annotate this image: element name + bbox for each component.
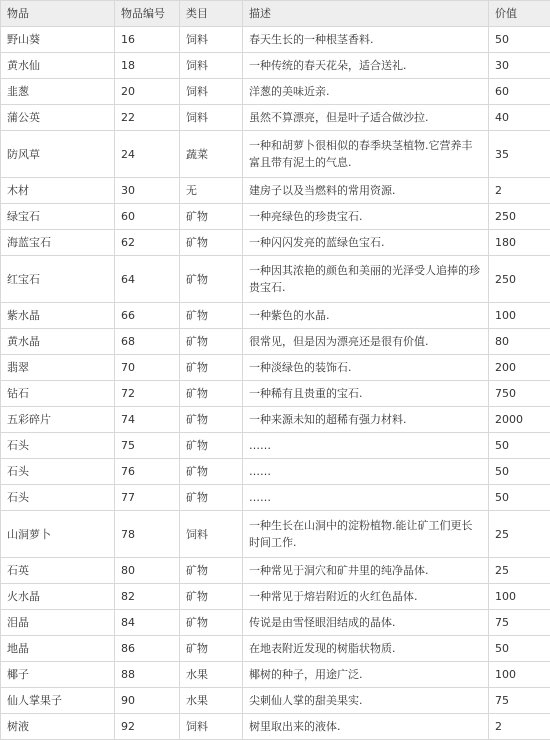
cell-category: 矿物 — [180, 610, 243, 636]
cell-name: 海蓝宝石 — [1, 230, 115, 256]
table-row — [1, 303, 550, 329]
table-row — [1, 178, 550, 204]
cell-name: 钻石 — [1, 381, 115, 407]
cell-description: 建房子以及当燃料的常用资源. — [243, 178, 489, 204]
cell-id: 78 — [115, 511, 180, 558]
cell-category: 饲料 — [180, 105, 243, 131]
table-row — [1, 204, 550, 230]
cell-category: 矿物 — [180, 433, 243, 459]
cell-price: 50 — [489, 27, 550, 53]
cell-category: 饲料 — [180, 511, 243, 558]
cell-price: 250 — [489, 256, 550, 303]
cell-name: 黄水晶 — [1, 329, 115, 355]
cell-id: 75 — [115, 433, 180, 459]
cell-name: 韭葱 — [1, 79, 115, 105]
cell-category: 蔬菜 — [180, 131, 243, 178]
cell-name: 黄水仙 — [1, 53, 115, 79]
cell-id: 62 — [115, 230, 180, 256]
cell-name: 山洞萝卜 — [1, 511, 115, 558]
cell-description: 一种来源未知的超稀有强力材料. — [243, 407, 489, 433]
table-row — [1, 511, 550, 558]
table-row — [1, 27, 550, 53]
cell-price: 60 — [489, 79, 550, 105]
cell-price: 40 — [489, 105, 550, 131]
table-row — [1, 485, 550, 511]
cell-name: 石头 — [1, 459, 115, 485]
table-row — [1, 433, 550, 459]
cell-category: 矿物 — [180, 381, 243, 407]
cell-name: 仙人掌果子 — [1, 688, 115, 714]
cell-id: 18 — [115, 53, 180, 79]
cell-id: 77 — [115, 485, 180, 511]
cell-id: 92 — [115, 714, 180, 740]
cell-id: 24 — [115, 131, 180, 178]
cell-description: 传说是由雪怪眼泪结成的晶体. — [243, 610, 489, 636]
cell-description: 一种传统的春天花朵，适合送礼. — [243, 53, 489, 79]
cell-id: 72 — [115, 381, 180, 407]
cell-price: 2 — [489, 178, 550, 204]
cell-name: 火水晶 — [1, 584, 115, 610]
cell-price: 50 — [489, 636, 550, 662]
cell-category: 矿物 — [180, 204, 243, 230]
cell-price: 35 — [489, 131, 550, 178]
cell-category: 饲料 — [180, 53, 243, 79]
table-row — [1, 53, 550, 79]
table-row — [1, 714, 550, 740]
cell-id: 80 — [115, 558, 180, 584]
cell-price: 100 — [489, 303, 550, 329]
cell-name: 五彩碎片 — [1, 407, 115, 433]
cell-price: 75 — [489, 610, 550, 636]
cell-name: 石英 — [1, 558, 115, 584]
header-description: 描述 — [243, 1, 489, 27]
table-row — [1, 230, 550, 256]
cell-description: 一种淡绿色的装饰石. — [243, 355, 489, 381]
cell-description: 一种常见于洞穴和矿井里的纯净晶体. — [243, 558, 489, 584]
header-id: 物品编号 — [115, 1, 180, 27]
cell-id: 66 — [115, 303, 180, 329]
cell-price: 30 — [489, 53, 550, 79]
cell-category: 矿物 — [180, 355, 243, 381]
cell-description: 一种稀有且贵重的宝石. — [243, 381, 489, 407]
cell-price: 75 — [489, 688, 550, 714]
cell-id: 60 — [115, 204, 180, 230]
cell-name: 野山葵 — [1, 27, 115, 53]
cell-id: 20 — [115, 79, 180, 105]
cell-category: 矿物 — [180, 329, 243, 355]
table-row — [1, 79, 550, 105]
table-row — [1, 459, 550, 485]
cell-price: 100 — [489, 584, 550, 610]
cell-price: 250 — [489, 204, 550, 230]
cell-category: 无 — [180, 178, 243, 204]
cell-category: 矿物 — [180, 459, 243, 485]
table-header-row — [1, 1, 550, 27]
cell-category: 矿物 — [180, 584, 243, 610]
table-row — [1, 636, 550, 662]
cell-description: 树里取出来的液体. — [243, 714, 489, 740]
table-row — [1, 329, 550, 355]
cell-name: 红宝石 — [1, 256, 115, 303]
cell-category: 矿物 — [180, 407, 243, 433]
cell-description: 在地表附近发现的树脂状物质. — [243, 636, 489, 662]
cell-category: 矿物 — [180, 256, 243, 303]
cell-price: 750 — [489, 381, 550, 407]
cell-id: 84 — [115, 610, 180, 636]
cell-name: 木材 — [1, 178, 115, 204]
cell-name: 椰子 — [1, 662, 115, 688]
cell-name: 翡翠 — [1, 355, 115, 381]
cell-description: 虽然不算漂亮，但是叶子适合做沙拉. — [243, 105, 489, 131]
cell-description: 一种因其浓艳的颜色和美丽的光泽受人追捧的珍贵宝石. — [243, 256, 489, 303]
cell-description: 一种和胡萝卜很相似的春季块茎植物.它营养丰富且带有泥土的气息. — [243, 131, 489, 178]
table-row — [1, 688, 550, 714]
table-row — [1, 610, 550, 636]
cell-price: 25 — [489, 511, 550, 558]
cell-name: 防风草 — [1, 131, 115, 178]
table-row — [1, 584, 550, 610]
cell-price: 50 — [489, 485, 550, 511]
cell-id: 70 — [115, 355, 180, 381]
cell-description: 一种常见于熔岩附近的火红色晶体. — [243, 584, 489, 610]
cell-id: 74 — [115, 407, 180, 433]
cell-category: 饲料 — [180, 27, 243, 53]
cell-id: 82 — [115, 584, 180, 610]
cell-category: 矿物 — [180, 636, 243, 662]
cell-price: 50 — [489, 433, 550, 459]
cell-price: 80 — [489, 329, 550, 355]
cell-category: 饲料 — [180, 79, 243, 105]
cell-name: 紫水晶 — [1, 303, 115, 329]
cell-category: 矿物 — [180, 303, 243, 329]
cell-id: 16 — [115, 27, 180, 53]
cell-name: 石头 — [1, 433, 115, 459]
table-row — [1, 256, 550, 303]
cell-name: 泪晶 — [1, 610, 115, 636]
cell-category: 矿物 — [180, 230, 243, 256]
cell-price: 100 — [489, 662, 550, 688]
cell-description: 洋葱的美味近亲. — [243, 79, 489, 105]
cell-category: 矿物 — [180, 485, 243, 511]
cell-id: 64 — [115, 256, 180, 303]
table-row — [1, 558, 550, 584]
header-name: 物品 — [1, 1, 115, 27]
cell-description: …… — [243, 459, 489, 485]
cell-name: 蒲公英 — [1, 105, 115, 131]
table-row — [1, 381, 550, 407]
table-row — [1, 407, 550, 433]
cell-name: 树液 — [1, 714, 115, 740]
cell-description: 尖刺仙人掌的甜美果实. — [243, 688, 489, 714]
cell-description: 很常见，但是因为漂亮还是很有价值. — [243, 329, 489, 355]
cell-price: 180 — [489, 230, 550, 256]
cell-category: 水果 — [180, 662, 243, 688]
table-row — [1, 355, 550, 381]
cell-category: 饲料 — [180, 714, 243, 740]
cell-name: 绿宝石 — [1, 204, 115, 230]
table-row — [1, 105, 550, 131]
table-row — [1, 131, 550, 178]
cell-description: 一种亮绿色的珍贵宝石. — [243, 204, 489, 230]
cell-id: 68 — [115, 329, 180, 355]
cell-id: 86 — [115, 636, 180, 662]
cell-price: 2000 — [489, 407, 550, 433]
cell-id: 88 — [115, 662, 180, 688]
cell-id: 22 — [115, 105, 180, 131]
header-category: 类目 — [180, 1, 243, 27]
cell-id: 90 — [115, 688, 180, 714]
cell-category: 矿物 — [180, 558, 243, 584]
cell-description: 春天生长的一种根茎香料. — [243, 27, 489, 53]
cell-price: 200 — [489, 355, 550, 381]
cell-description: 一种闪闪发亮的蓝绿色宝石. — [243, 230, 489, 256]
table-body — [1, 27, 550, 740]
cell-description: …… — [243, 485, 489, 511]
table-row — [1, 662, 550, 688]
cell-name: 地晶 — [1, 636, 115, 662]
cell-description: …… — [243, 433, 489, 459]
cell-id: 30 — [115, 178, 180, 204]
cell-price: 2 — [489, 714, 550, 740]
cell-price: 50 — [489, 459, 550, 485]
cell-description: 椰树的种子，用途广泛. — [243, 662, 489, 688]
cell-description: 一种紫色的水晶. — [243, 303, 489, 329]
cell-id: 76 — [115, 459, 180, 485]
cell-category: 水果 — [180, 688, 243, 714]
cell-description: 一种生长在山洞中的淀粉植物.能让矿工们更长时间工作. — [243, 511, 489, 558]
header-price: 价值 — [489, 1, 550, 27]
cell-name: 石头 — [1, 485, 115, 511]
cell-price: 25 — [489, 558, 550, 584]
